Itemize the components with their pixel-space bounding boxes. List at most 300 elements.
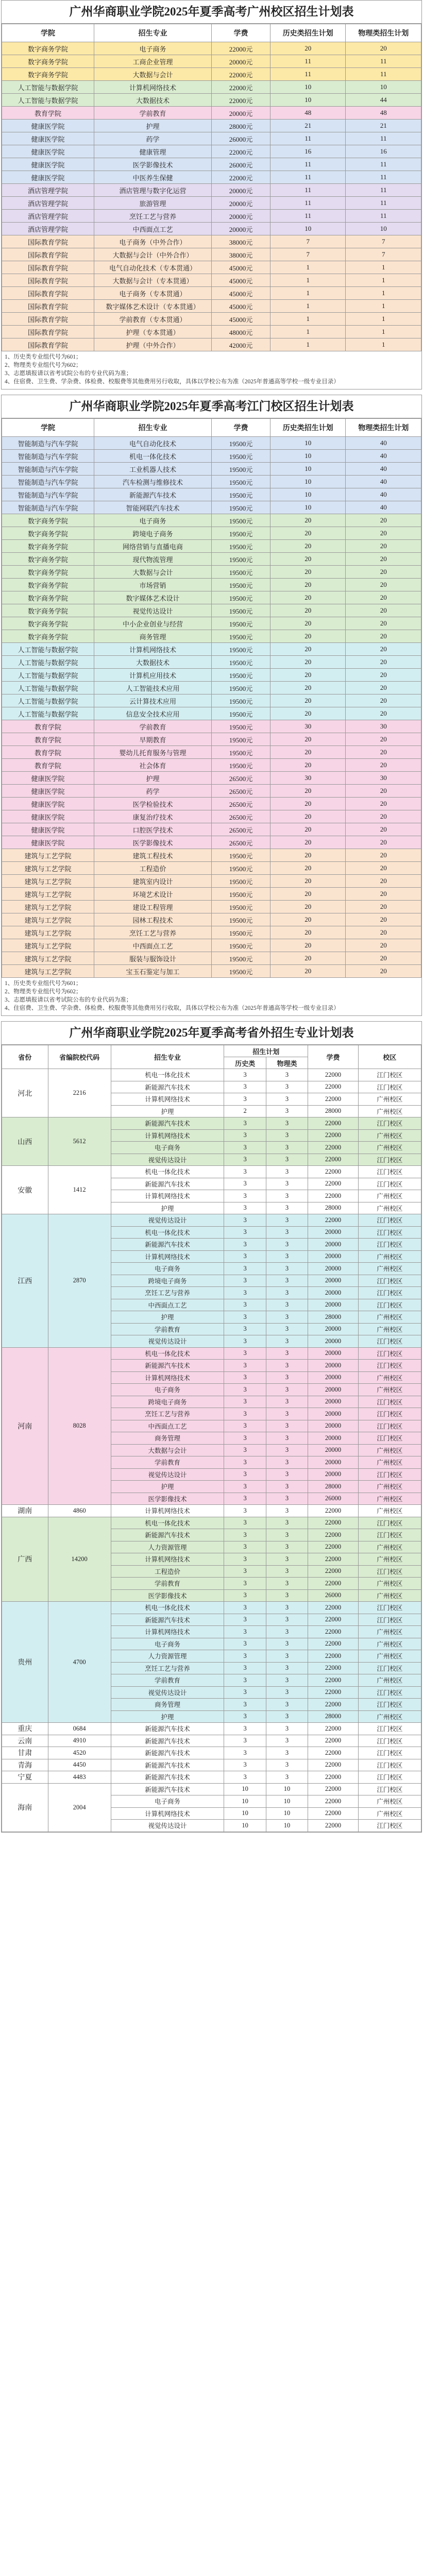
fee-cell: 20000元 — [211, 197, 270, 210]
fee-cell: 22000 — [308, 1614, 359, 1626]
fee-cell: 19500元 — [211, 617, 270, 630]
major-cell: 中西面点工艺 — [111, 1420, 224, 1432]
history-plan-cell: 30 — [270, 720, 346, 733]
table-row — [2, 1783, 421, 1795]
code-cell: 4483 — [48, 1771, 111, 1784]
fee-cell: 20000 — [308, 1275, 359, 1287]
history-plan-cell: 20 — [270, 849, 346, 862]
physics-plan-cell: 20 — [346, 643, 421, 656]
college-cell: 数字商务学院 — [2, 55, 94, 68]
fee-cell: 22000 — [308, 1771, 359, 1784]
table-row — [2, 274, 421, 287]
history-plan-cell: 3 — [224, 1541, 266, 1553]
history-plan-cell: 3 — [224, 1456, 266, 1469]
major-cell: 机电一体化技术 — [111, 1517, 224, 1529]
table-row — [2, 42, 421, 55]
campus-cell: 广州校区 — [358, 1129, 421, 1142]
table-row — [2, 1602, 421, 1614]
fee-cell: 19500元 — [211, 901, 270, 913]
fee-cell: 22000 — [308, 1081, 359, 1093]
guangzhou-campus-plan — [1, 0, 422, 389]
history-plan-cell: 20 — [270, 913, 346, 926]
fee-cell: 19500元 — [211, 694, 270, 707]
campus-cell: 江门校区 — [358, 1214, 421, 1227]
province-cell: 云南 — [2, 1735, 48, 1747]
history-plan-cell: 20 — [270, 823, 346, 836]
fee-cell: 26500元 — [211, 772, 270, 785]
history-plan-cell: 3 — [224, 1589, 266, 1602]
physics-plan-cell: 3 — [266, 1686, 308, 1699]
physics-plan-cell: 3 — [266, 1250, 308, 1263]
header-campus: 校区 — [358, 1045, 421, 1069]
history-plan-cell: 3 — [224, 1505, 266, 1517]
major-cell: 建筑工程技术 — [94, 849, 212, 862]
physics-plan-cell: 20 — [346, 682, 421, 694]
major-cell: 新能源汽车技术 — [111, 1529, 224, 1541]
college-cell: 智能制造与汽车学院 — [2, 437, 94, 450]
major-cell: 新能源汽车技术 — [111, 1747, 224, 1759]
history-plan-cell: 11 — [270, 197, 346, 210]
physics-plan-cell: 3 — [266, 1190, 308, 1202]
history-plan-cell: 20 — [270, 579, 346, 591]
table-row — [2, 579, 421, 591]
physics-plan-cell: 3 — [266, 1771, 308, 1784]
college-cell: 智能制造与汽车学院 — [2, 450, 94, 463]
fee-cell: 22000 — [308, 1178, 359, 1190]
table-row — [2, 1117, 421, 1130]
header-cell: 历史类招生计划 — [270, 419, 346, 437]
history-plan-cell: 3 — [224, 1081, 266, 1093]
header-province: 省份 — [2, 1045, 48, 1069]
physics-plan-cell: 3 — [266, 1347, 308, 1360]
history-plan-cell: 20 — [270, 707, 346, 720]
code-cell: 2216 — [48, 1069, 111, 1117]
campus-cell: 江门校区 — [358, 1287, 421, 1299]
table-row — [2, 210, 421, 223]
campus-cell: 江门校区 — [358, 1226, 421, 1239]
fee-cell: 20000 — [308, 1226, 359, 1239]
table-row — [2, 630, 421, 643]
major-cell: 视觉传达设计 — [94, 604, 212, 617]
college-cell: 智能制造与汽车学院 — [2, 488, 94, 501]
province-cell: 宁夏 — [2, 1771, 48, 1784]
table-row — [2, 171, 421, 184]
physics-plan-cell: 3 — [266, 1602, 308, 1614]
college-cell: 健康医学院 — [2, 772, 94, 785]
table-row — [2, 926, 421, 939]
history-plan-cell: 20 — [270, 553, 346, 566]
fee-cell: 22000 — [308, 1602, 359, 1614]
major-cell: 大数据与会计 — [94, 68, 212, 81]
physics-plan-cell: 20 — [346, 527, 421, 540]
table-row — [2, 1347, 421, 1360]
fee-cell: 22000 — [308, 1662, 359, 1674]
fee-cell: 22000 — [308, 1759, 359, 1771]
history-plan-cell: 3 — [224, 1420, 266, 1432]
fee-cell: 20000 — [308, 1250, 359, 1263]
fee-cell: 20000 — [308, 1323, 359, 1335]
college-cell: 建筑与工艺学院 — [2, 875, 94, 888]
physics-plan-cell: 3 — [266, 1468, 308, 1481]
note-line: 3、志愿填报请以省考试院公布的专业代码为准； — [5, 997, 132, 1003]
history-plan-cell: 10 — [270, 81, 346, 94]
physics-plan-cell: 20 — [346, 707, 421, 720]
history-plan-cell: 20 — [270, 682, 346, 694]
code-cell: 4860 — [48, 1505, 111, 1517]
campus-cell: 广州校区 — [358, 1795, 421, 1808]
fee-cell: 20000 — [308, 1347, 359, 1360]
physics-plan-cell: 3 — [266, 1129, 308, 1142]
jiangmen-plan-table — [2, 418, 421, 978]
major-cell: 云计算技术应用 — [94, 694, 212, 707]
fee-cell: 19500元 — [211, 682, 270, 694]
history-plan-cell: 1 — [270, 287, 346, 300]
physics-plan-cell: 20 — [346, 836, 421, 849]
table-row — [2, 261, 421, 274]
major-cell: 婴幼儿托育服务与管理 — [94, 746, 212, 759]
campus-cell: 广州校区 — [358, 1807, 421, 1820]
major-cell: 工商企业管理 — [94, 55, 212, 68]
fee-cell: 20000 — [308, 1396, 359, 1408]
fee-cell: 22000元 — [211, 94, 270, 107]
college-cell: 建筑与工艺学院 — [2, 965, 94, 978]
fee-cell: 19500元 — [211, 450, 270, 463]
fee-cell: 26000元 — [211, 132, 270, 145]
major-cell: 电子商务（专本贯通） — [94, 287, 212, 300]
campus-cell: 广州校区 — [358, 1105, 421, 1117]
history-plan-cell: 10 — [270, 463, 346, 476]
table-row — [2, 94, 421, 107]
major-cell: 计算机网络技术 — [111, 1505, 224, 1517]
college-cell: 国际教育学院 — [2, 261, 94, 274]
major-cell: 视觉传达设计 — [111, 1686, 224, 1699]
history-plan-cell: 3 — [224, 1638, 266, 1650]
college-cell: 健康医学院 — [2, 171, 94, 184]
campus-cell: 江门校区 — [358, 1699, 421, 1711]
physics-plan-cell: 44 — [346, 94, 421, 107]
history-plan-cell: 1 — [270, 274, 346, 287]
history-plan-cell: 10 — [270, 94, 346, 107]
college-cell: 建筑与工艺学院 — [2, 913, 94, 926]
physics-plan-cell: 3 — [266, 1226, 308, 1239]
physics-plan-cell: 20 — [346, 733, 421, 746]
history-plan-cell: 3 — [224, 1468, 266, 1481]
fee-cell: 22000 — [308, 1578, 359, 1590]
campus-cell: 广州校区 — [358, 1250, 421, 1263]
college-cell: 建筑与工艺学院 — [2, 952, 94, 965]
header-cell: 招生专业 — [94, 419, 212, 437]
history-plan-cell: 1 — [270, 338, 346, 351]
province-cell: 安徽 — [2, 1166, 48, 1214]
major-cell: 医学影像技术 — [94, 836, 212, 849]
table-row — [2, 476, 421, 488]
table-row — [2, 527, 421, 540]
college-cell: 教育学院 — [2, 733, 94, 746]
major-cell: 计算机网络技术 — [111, 1250, 224, 1263]
major-cell: 护理（中外合作） — [94, 338, 212, 351]
campus-cell: 江门校区 — [358, 1299, 421, 1311]
code-cell: 4520 — [48, 1747, 111, 1759]
campus-cell: 江门校区 — [358, 1565, 421, 1578]
code-cell: 4450 — [48, 1759, 111, 1771]
fee-cell: 20000元 — [211, 210, 270, 223]
campus-cell: 江门校区 — [358, 1759, 421, 1771]
physics-plan-cell: 3 — [266, 1166, 308, 1178]
major-cell: 学前教育 — [111, 1323, 224, 1335]
physics-plan-cell: 10 — [266, 1783, 308, 1795]
fee-cell: 20000元 — [211, 223, 270, 235]
history-plan-cell: 20 — [270, 759, 346, 772]
fee-cell: 19500元 — [211, 952, 270, 965]
history-plan-cell: 3 — [224, 1178, 266, 1190]
fee-cell: 20000 — [308, 1444, 359, 1456]
fee-cell: 20000元 — [211, 107, 270, 120]
physics-plan-cell: 3 — [266, 1541, 308, 1553]
campus-cell: 广州校区 — [358, 1650, 421, 1663]
table-row — [2, 746, 421, 759]
fee-cell: 19500元 — [211, 862, 270, 875]
fee-cell: 22000 — [308, 1553, 359, 1566]
table-row — [2, 540, 421, 553]
physics-plan-cell: 20 — [346, 579, 421, 591]
fee-cell: 20000元 — [211, 184, 270, 197]
physics-plan-cell: 11 — [346, 158, 421, 171]
major-cell: 计算机应用技术 — [94, 669, 212, 682]
major-cell: 工业机器人技术 — [94, 463, 212, 476]
major-cell: 机电一体化技术 — [111, 1347, 224, 1360]
table-row — [2, 785, 421, 798]
fee-cell: 48000元 — [211, 326, 270, 338]
table-row — [2, 772, 421, 785]
physics-plan-cell: 20 — [346, 617, 421, 630]
fee-cell: 22000 — [308, 1674, 359, 1687]
table-row — [2, 68, 421, 81]
campus-cell: 江门校区 — [358, 1783, 421, 1795]
major-cell: 护理 — [111, 1202, 224, 1214]
code-cell: 2004 — [48, 1783, 111, 1832]
physics-plan-cell: 3 — [266, 1432, 308, 1445]
note-line: 4、住宿费、卫生费、学杂费、体检费、校服费等其他费用另行收取，具体以学校公布为准（2025年普通高等学校一级专业目录） — [5, 379, 340, 385]
major-cell: 医学影像技术 — [94, 158, 212, 171]
table-row — [2, 1771, 421, 1784]
major-cell: 旅游管理 — [94, 197, 212, 210]
major-cell: 新能源汽车技术 — [111, 1614, 224, 1626]
fee-cell: 45000元 — [211, 300, 270, 313]
major-cell: 电子商务（中外合作） — [94, 235, 212, 248]
province-cell: 甘肃 — [2, 1747, 48, 1759]
physics-plan-cell: 1 — [346, 313, 421, 326]
table-row — [2, 707, 421, 720]
major-cell: 新能源汽车技术 — [111, 1771, 224, 1784]
table-row — [2, 566, 421, 579]
fee-cell: 19500元 — [211, 437, 270, 450]
campus-cell: 广州校区 — [358, 1638, 421, 1650]
campus-cell: 江门校区 — [358, 1081, 421, 1093]
history-plan-cell: 20 — [270, 617, 346, 630]
fee-cell: 22000 — [308, 1735, 359, 1747]
history-plan-cell: 20 — [270, 566, 346, 579]
fee-cell: 22000元 — [211, 81, 270, 94]
major-cell: 新能源汽车技术 — [111, 1759, 224, 1771]
header-cell: 学院 — [2, 24, 94, 42]
major-cell: 烹饪工艺与营养 — [94, 926, 212, 939]
history-plan-cell: 3 — [224, 1226, 266, 1239]
history-plan-cell: 30 — [270, 772, 346, 785]
fee-cell: 19500元 — [211, 540, 270, 553]
campus-cell: 江门校区 — [358, 1396, 421, 1408]
major-cell: 建筑室内设计 — [94, 875, 212, 888]
table-row — [2, 514, 421, 527]
history-plan-cell: 20 — [270, 901, 346, 913]
history-plan-cell: 1 — [270, 261, 346, 274]
province-cell: 河北 — [2, 1069, 48, 1117]
history-plan-cell: 11 — [270, 132, 346, 145]
history-plan-cell: 11 — [270, 68, 346, 81]
note-line: 4、住宿费、卫生费、学杂费、体检费、校服费等其他费用另行收取，具体以学校公布为准（2025年普通高等学校一级专业目录） — [5, 1005, 340, 1011]
fee-cell: 22000 — [308, 1093, 359, 1106]
major-cell: 商务管理 — [111, 1432, 224, 1445]
physics-plan-cell: 3 — [266, 1759, 308, 1771]
history-plan-cell: 3 — [224, 1747, 266, 1759]
major-cell: 视觉传达设计 — [111, 1468, 224, 1481]
college-cell: 人工智能与数据学院 — [2, 682, 94, 694]
campus-cell: 江门校区 — [358, 1166, 421, 1178]
fee-cell: 22000 — [308, 1820, 359, 1832]
history-plan-cell: 20 — [270, 514, 346, 527]
table-row — [2, 326, 421, 338]
fee-cell: 28000 — [308, 1481, 359, 1493]
fee-cell: 20000 — [308, 1360, 359, 1372]
physics-plan-cell: 3 — [266, 1299, 308, 1311]
physics-plan-cell: 3 — [266, 1735, 308, 1747]
note-line: 2、物理类专业组代号为602； — [5, 362, 82, 368]
history-plan-cell: 3 — [224, 1529, 266, 1541]
table-row — [2, 248, 421, 261]
physics-plan-cell: 3 — [266, 1517, 308, 1529]
major-cell: 机电一体化技术 — [111, 1069, 224, 1081]
province-cell: 青海 — [2, 1759, 48, 1771]
campus-cell: 广州校区 — [358, 1093, 421, 1106]
college-cell: 建筑与工艺学院 — [2, 888, 94, 901]
physics-plan-cell: 40 — [346, 463, 421, 476]
college-cell: 数字商务学院 — [2, 68, 94, 81]
college-cell: 数字商务学院 — [2, 630, 94, 643]
table-row — [2, 1747, 421, 1759]
physics-plan-cell: 3 — [266, 1662, 308, 1674]
fee-cell: 22000 — [308, 1214, 359, 1227]
physics-plan-cell: 7 — [346, 235, 421, 248]
fee-cell: 22000元 — [211, 68, 270, 81]
physics-plan-cell: 10 — [266, 1807, 308, 1820]
college-cell: 教育学院 — [2, 759, 94, 772]
college-cell: 数字商务学院 — [2, 617, 94, 630]
campus-cell: 广州校区 — [358, 1371, 421, 1384]
fee-cell: 22000 — [308, 1117, 359, 1130]
header-cell: 学费 — [211, 24, 270, 42]
history-plan-cell: 20 — [270, 733, 346, 746]
note-line: 3、志愿填报请以省考试院公布的专业代码为准； — [5, 370, 132, 377]
province-cell: 海南 — [2, 1783, 48, 1832]
fee-cell: 22000元 — [211, 42, 270, 55]
physics-plan-cell: 40 — [346, 501, 421, 514]
major-cell: 机电一体化技术 — [111, 1226, 224, 1239]
table-row — [2, 604, 421, 617]
fee-cell: 22000 — [308, 1154, 359, 1166]
major-cell: 大数据技术 — [94, 656, 212, 669]
fee-cell: 19500元 — [211, 476, 270, 488]
history-plan-cell: 16 — [270, 145, 346, 158]
fee-cell: 22000 — [308, 1626, 359, 1638]
jiangmen-plan-notes — [2, 978, 421, 1015]
college-cell: 国际教育学院 — [2, 300, 94, 313]
major-cell: 计算机网络技术 — [94, 643, 212, 656]
major-cell: 社会体育 — [94, 759, 212, 772]
physics-plan-cell: 3 — [266, 1638, 308, 1650]
history-plan-cell: 3 — [224, 1493, 266, 1505]
table-row — [2, 1069, 421, 1081]
college-cell: 数字商务学院 — [2, 42, 94, 55]
fee-cell: 19500元 — [211, 939, 270, 952]
fee-cell: 20000 — [308, 1456, 359, 1469]
history-plan-cell: 11 — [270, 158, 346, 171]
campus-cell: 江门校区 — [358, 1154, 421, 1166]
physics-plan-cell: 20 — [346, 759, 421, 772]
province-cell: 山西 — [2, 1117, 48, 1166]
history-plan-cell: 20 — [270, 875, 346, 888]
college-cell: 酒店管理学院 — [2, 184, 94, 197]
table-row — [2, 437, 421, 450]
major-cell: 学前教育 — [94, 107, 212, 120]
major-cell: 信息安全技术应用 — [94, 707, 212, 720]
physics-plan-cell: 3 — [266, 1214, 308, 1227]
header-cell: 历史类招生计划 — [270, 24, 346, 42]
campus-cell: 江门校区 — [358, 1735, 421, 1747]
table-row — [2, 1759, 421, 1771]
physics-plan-cell: 10 — [346, 81, 421, 94]
fee-cell: 20000 — [308, 1239, 359, 1251]
history-plan-cell: 20 — [270, 630, 346, 643]
major-cell: 网络营销与直播电商 — [94, 540, 212, 553]
history-plan-cell: 20 — [270, 604, 346, 617]
major-cell: 电子商务 — [94, 514, 212, 527]
table-row — [2, 913, 421, 926]
major-cell: 护理 — [94, 120, 212, 132]
table-row — [2, 450, 421, 463]
college-cell: 人工智能与数据学院 — [2, 707, 94, 720]
physics-plan-cell: 20 — [346, 965, 421, 978]
campus-cell: 广州校区 — [358, 1323, 421, 1335]
major-cell: 人工智能技术应用 — [94, 682, 212, 694]
history-plan-cell: 20 — [270, 643, 346, 656]
fee-cell: 22000 — [308, 1529, 359, 1541]
history-plan-cell: 3 — [224, 1553, 266, 1566]
major-cell: 口腔医学技术 — [94, 823, 212, 836]
jiangmen-campus-plan — [1, 395, 422, 1016]
history-plan-cell: 10 — [224, 1820, 266, 1832]
table-row — [2, 145, 421, 158]
physics-plan-cell: 3 — [266, 1674, 308, 1687]
physics-plan-cell: 20 — [346, 823, 421, 836]
history-plan-cell: 3 — [224, 1710, 266, 1723]
physics-plan-cell: 20 — [346, 604, 421, 617]
major-cell: 烹饪工艺与营养 — [111, 1662, 224, 1674]
fee-cell: 26000 — [308, 1493, 359, 1505]
physics-plan-cell: 20 — [346, 849, 421, 862]
province-cell: 河南 — [2, 1347, 48, 1505]
note-line: 2、物理类专业组代号为602； — [5, 989, 82, 995]
history-plan-cell: 3 — [224, 1142, 266, 1154]
college-cell: 人工智能与数据学院 — [2, 94, 94, 107]
